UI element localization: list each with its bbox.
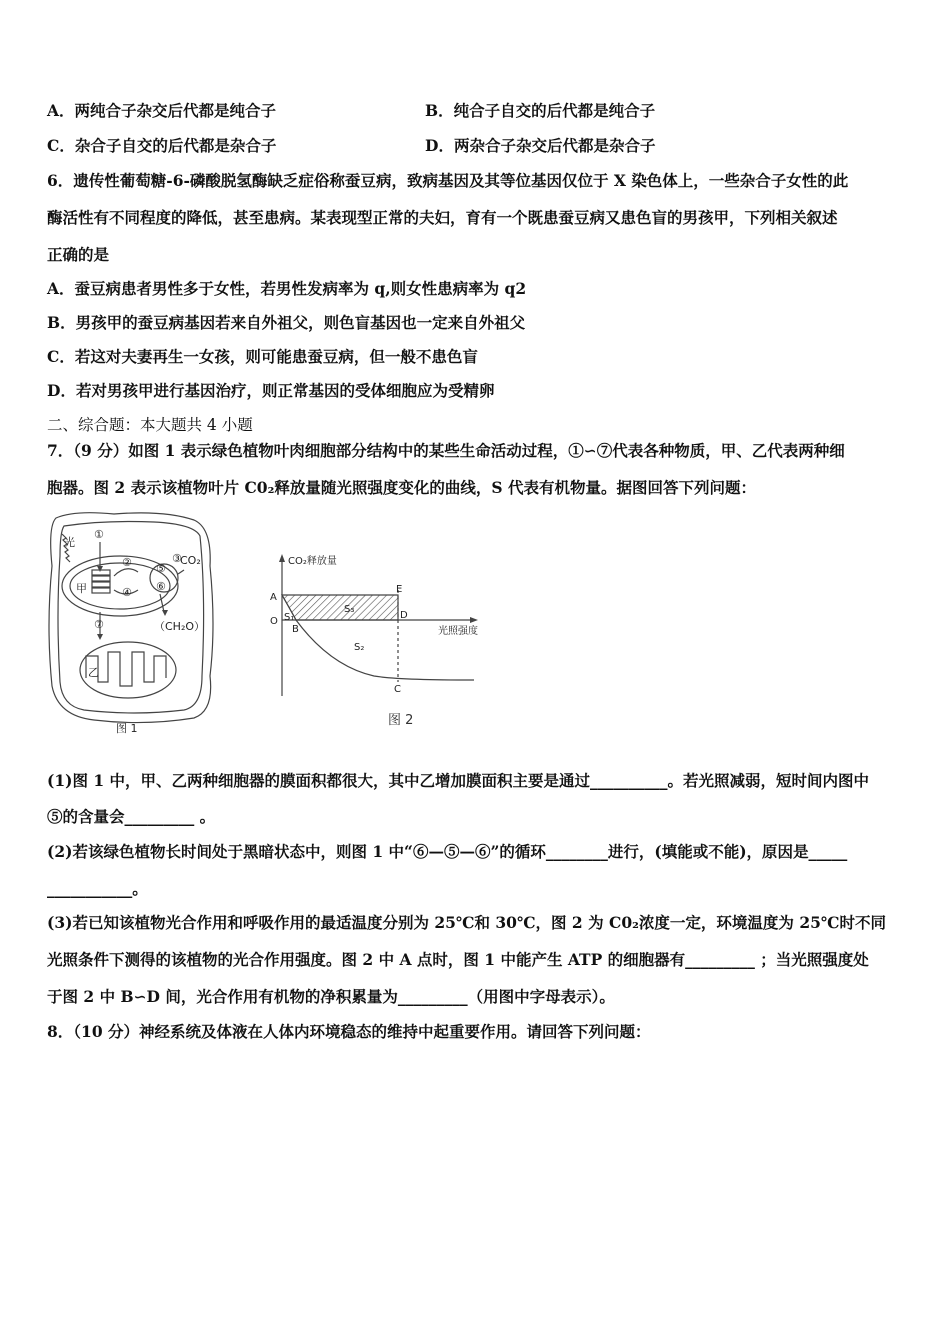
- figure2-caption: 图 2: [388, 713, 414, 728]
- label-n2: ②: [122, 556, 132, 569]
- fig2-s3: S₃: [344, 604, 355, 615]
- q7-part2-line-2: ___________。: [47, 879, 148, 898]
- q6-option-c: C．若这对夫妻再生一女孩，则可能患蚕豆病，但一般不患色盲: [47, 347, 478, 366]
- q7-part1-line-1: (1)图 1 中，甲、乙两种细胞器的膜面积都很大，其中乙增加膜面积主要是通过__________。若光照减弱，短时间内图中: [47, 771, 870, 790]
- fig2-s1: S₁: [284, 612, 295, 623]
- fig2-point-a: A: [270, 592, 277, 603]
- q5-option-d: D．两杂合子杂交后代都是杂合子: [425, 136, 656, 155]
- q7-part1-line-2: ⑤的含量会_________ 。: [47, 807, 216, 826]
- q6-stem-line-2: 酶活性有不同程度的降低，甚至患病。某表现型正常的夫妇，育有一个既患蚕豆病又患色盲的男孩甲，下列相关叙述: [47, 208, 838, 227]
- q5-option-a: A．两纯合子杂交后代都是纯合子: [47, 101, 277, 120]
- fig2-xlabel: 光照强度: [438, 626, 478, 637]
- q7-part3-line-2: 光照条件下测得的该植物的光合作用强度。图 2 中 A 点时，图 1 中能产生 ATP 的细胞器有_________ ；当光照强度处: [47, 950, 869, 969]
- arrow-2: [114, 569, 138, 576]
- cell-wall-inner: [58, 522, 204, 714]
- q5-option-row-2: [47, 135, 656, 157]
- label-ch2o: （CH₂O）: [154, 620, 206, 633]
- label-light: 光: [64, 536, 75, 549]
- fig2-point-d: D: [400, 610, 408, 621]
- granum-3: [92, 582, 110, 587]
- label-n5: ⑤: [156, 562, 166, 575]
- fig2-point-b: B: [292, 624, 299, 635]
- label-n7: ⑦: [94, 618, 104, 631]
- q5-option-row-1: [47, 100, 656, 122]
- figure-area: [44, 506, 484, 746]
- q7-stem-line-2: 胞器。图 2 表示该植物叶片 C0₂释放量随光照强度变化的曲线，S 代表有机物量。据图回答下列问题：: [47, 478, 756, 497]
- label-n6: ⑥: [156, 580, 166, 593]
- figure1-caption: 图 1: [116, 722, 138, 735]
- label-n4: ④: [122, 586, 132, 599]
- granum-2: [92, 576, 110, 581]
- q7-stem-line-1: 7．（9 分）如图 1 表示绿色植物叶肉细胞部分结构中的某些生命活动过程，①∽⑦代表各种物质，甲、乙代表两种细: [47, 441, 845, 460]
- label-n3: ③: [172, 552, 182, 565]
- label-yi: 乙: [88, 666, 99, 679]
- figures-svg: [44, 506, 484, 746]
- s3-region: [282, 595, 398, 620]
- granum-4: [92, 588, 110, 593]
- fig2-s2: S₂: [354, 642, 365, 653]
- q6-stem-line-1: 6．遗传性葡萄糖-6-磷酸脱氢酶缺乏症俗称蚕豆病，致病基因及其等位基因仅位于 X 染色体上，一些杂合子女性的此: [47, 171, 849, 190]
- label-co2: CO₂: [180, 554, 201, 567]
- q6-option-b: B．男孩甲的蚕豆病基因若来自外祖父，则色盲基因也一定来自外祖父: [47, 313, 526, 332]
- section-heading: 二、综合题：本大题共 4 小题: [47, 416, 253, 434]
- q7-part2-line-1: (2)若该绿色植物长时间处于黑暗状态中，则图 1 中“⑥—⑤—⑥”的循环________进行，(填能或不能)，原因是_____: [47, 842, 848, 861]
- fig2-point-c: C: [394, 684, 401, 695]
- q5-option-c: C．杂合子自交的后代都是杂合子: [47, 136, 277, 155]
- arrow-ch2o: [160, 594, 164, 612]
- arrow-co2: [178, 570, 184, 574]
- q6-option-d: D．若对男孩甲进行基因治疗，则正常基因的受体细胞应为受精卵: [47, 381, 495, 400]
- q8-stem: 8．（10 分）神经系统及体液在人体内环境稳态的维持中起重要作用。请回答下列问题：: [47, 1022, 651, 1041]
- q7-part3-line-1: (3)若已知该植物光合作用和呼吸作用的最适温度分别为 25℃和 30℃，图 2 为 C0₂浓度一定，环境温度为 25℃时不同: [47, 913, 886, 932]
- q7-part3-line-3: 于图 2 中 B∽D 间，光合作用有机物的净积累量为_________（用图中字母表示）。: [47, 987, 615, 1006]
- granum-1: [92, 570, 110, 575]
- q6-option-a: A．蚕豆病患者男性多于女性，若男性发病率为 q,则女性患病率为 q2: [47, 279, 527, 298]
- q6-stem-line-3: 正确的是: [47, 245, 110, 264]
- label-n1: ①: [94, 528, 104, 541]
- label-jia: 甲: [76, 582, 87, 595]
- fig2-point-o: O: [270, 616, 278, 627]
- fig2-point-e: E: [396, 584, 403, 595]
- q5-option-b: B．纯合子自交的后代都是纯合子: [425, 101, 656, 120]
- fig2-ylabel: CO₂释放量: [288, 556, 337, 567]
